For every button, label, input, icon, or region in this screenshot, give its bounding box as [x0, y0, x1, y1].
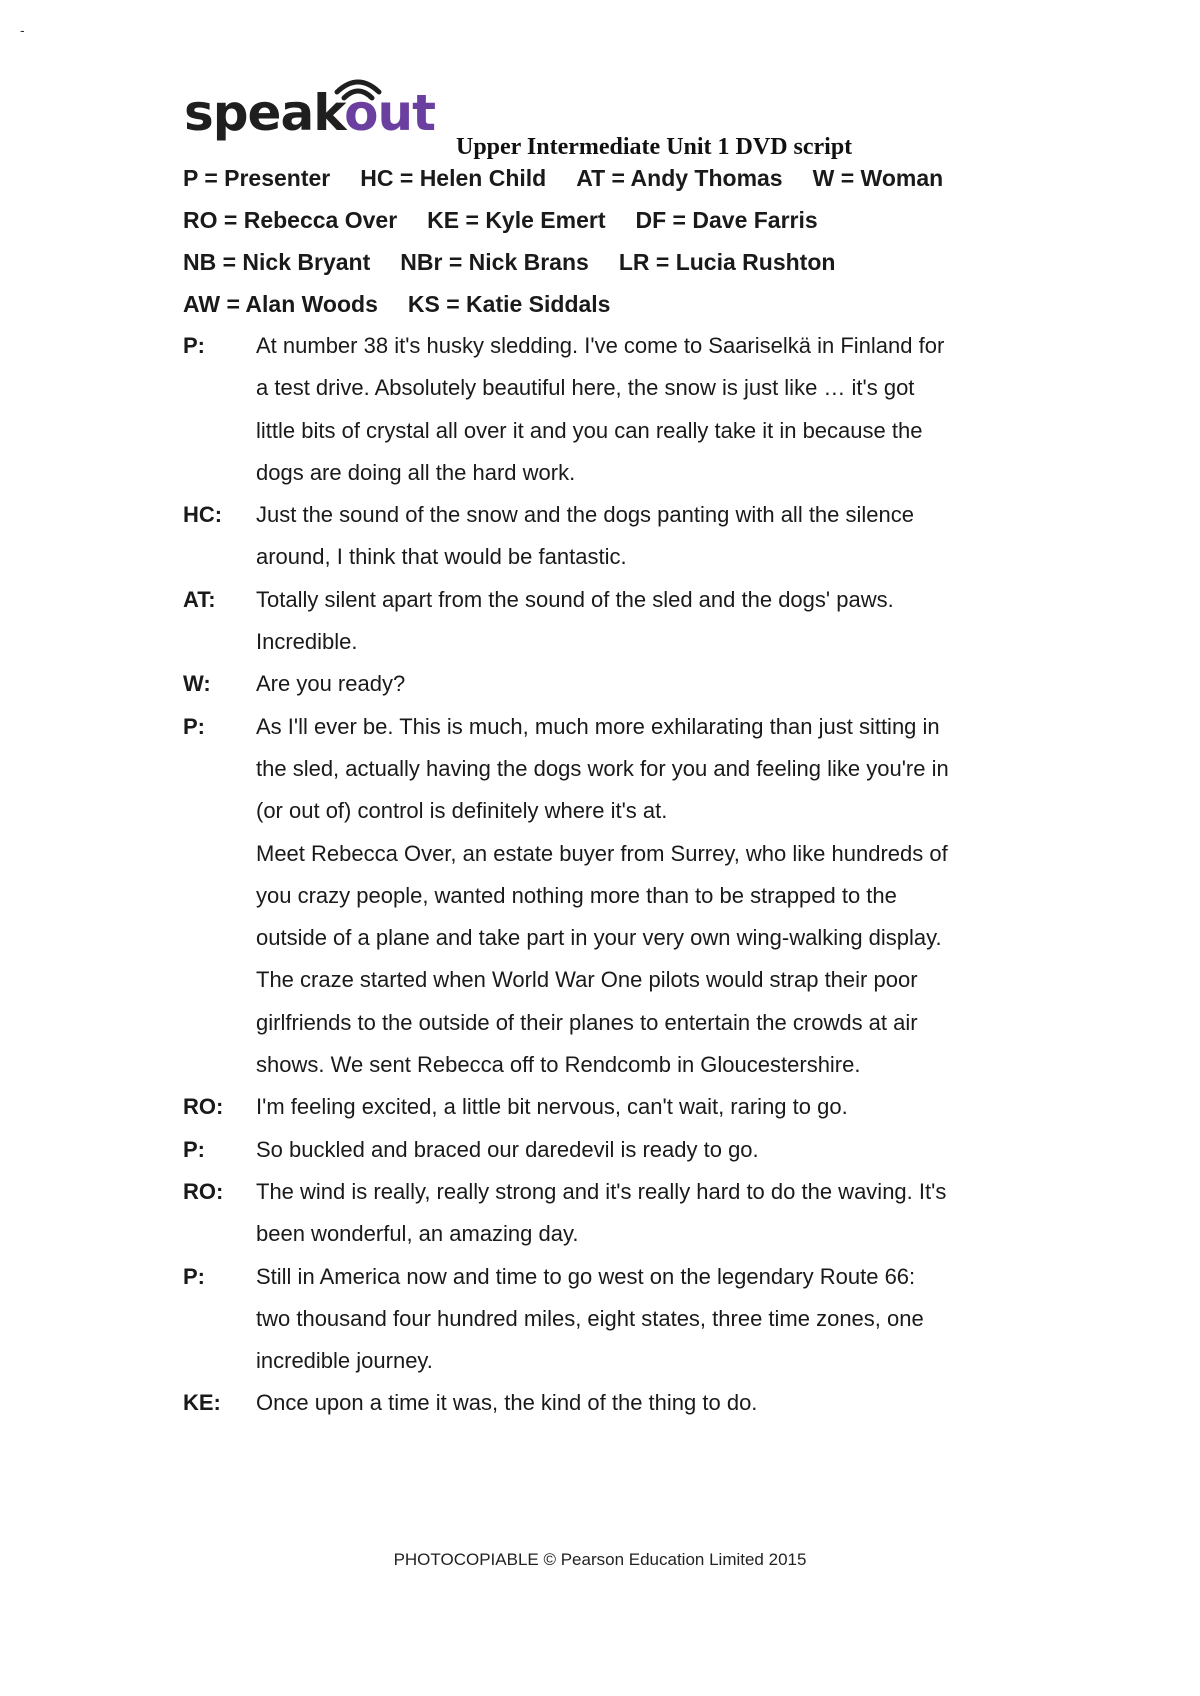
script-turn: [183, 706, 1043, 1087]
script-turn: [183, 1256, 1043, 1383]
legend-row: [183, 241, 1043, 283]
speech-line: Once upon a time it was, the kind of the thing to do.: [256, 1390, 758, 1416]
speech-line: (or out of) control is definitely where it's at.: [256, 798, 668, 824]
corner-mark: -: [20, 22, 25, 38]
speech-line: The wind is really, really strong and it's really hard to do the waving. It's: [256, 1178, 947, 1204]
speech-text: [256, 663, 1043, 705]
speaker-label: AT:: [183, 586, 216, 612]
speech-line: two thousand four hundred miles, eight states, three time zones, one: [256, 1305, 924, 1331]
speech-line: Incredible.: [256, 629, 358, 655]
speaker-label: W:: [183, 671, 211, 697]
legend-item: AW = Alan Woods: [183, 291, 378, 317]
dvd-script: [183, 325, 1043, 1425]
speaker-label: P:: [183, 1136, 205, 1162]
speaker-label: HC:: [183, 502, 223, 528]
legend-item: NBr = Nick Brans: [400, 249, 589, 275]
legend-item: NB = Nick Bryant: [183, 249, 371, 275]
legend-row: [183, 199, 1043, 241]
legend-item: HC = Helen Child: [360, 165, 547, 191]
speech-line: dogs are doing all the hard work.: [256, 459, 576, 485]
svg-text:speakout: [184, 84, 435, 142]
speech-line: The craze started when World War One pilots would strap their poor: [256, 967, 918, 993]
speech-text: [256, 494, 1043, 579]
script-turn: [183, 663, 1043, 705]
script-turn: [183, 1086, 1043, 1128]
speech-text: [256, 1256, 1043, 1383]
speech-line: the sled, actually having the dogs work for you and feeling like you're in: [256, 755, 949, 781]
speech-line: Meet Rebecca Over, an estate buyer from Surrey, who like hundreds of: [256, 840, 948, 866]
logo-text-speak: speak: [184, 84, 345, 142]
speech-line: Still in America now and time to go west on the legendary Route 66:: [256, 1263, 916, 1289]
speech-line: I'm feeling excited, a little bit nervous, can't wait, raring to go.: [256, 1094, 848, 1120]
copyright-footer: PHOTOCOPIABLE © Pearson Education Limited 2015: [393, 1550, 807, 1569]
speech-text: [256, 1382, 1043, 1424]
speech-text: [256, 1129, 1043, 1171]
script-turn: [183, 325, 1043, 494]
document-title: Upper Intermediate Unit 1 DVD script: [456, 134, 853, 160]
speech-line: Just the sound of the snow and the dogs panting with all the silence: [256, 502, 914, 528]
speaker-label: P:: [183, 333, 205, 358]
speech-line: As I'll ever be. This is much, much more exhilarating than just sitting in: [256, 713, 940, 739]
script-turn: [183, 579, 1043, 664]
speech-line: Totally silent apart from the sound of the sled and the dogs' paws.: [256, 586, 894, 612]
legend-item: KS = Katie Siddals: [407, 291, 611, 317]
speaker-legend: [183, 157, 1043, 325]
legend-item: LR = Lucia Rushton: [618, 249, 836, 275]
speech-text: [256, 1171, 1043, 1256]
speakout-logo: [184, 72, 444, 152]
speech-line: girlfriends to the outside of their planes to entertain the crowds at air: [256, 1009, 918, 1035]
script-turn: [183, 1382, 1043, 1424]
speaker-label: P:: [183, 1263, 205, 1289]
speech-line: incredible journey.: [256, 1348, 433, 1374]
legend-item: DF = Dave Farris: [635, 207, 818, 233]
script-turn: [183, 1129, 1043, 1171]
speaker-label: RO:: [183, 1094, 224, 1120]
legend-row: [183, 157, 1043, 199]
script-turn: [183, 494, 1043, 579]
speech-text: [256, 325, 1043, 494]
speech-line: outside of a plane and take part in your very own wing-walking display.: [256, 925, 942, 951]
legend-item: P = Presenter: [183, 165, 331, 191]
legend-item: W = Woman: [812, 165, 944, 191]
speech-text: [256, 579, 1043, 664]
legend-item: KE = Kyle Emert: [427, 207, 606, 233]
speech-line: around, I think that would be fantastic.: [256, 544, 627, 570]
logo-text-out: out: [344, 84, 435, 142]
legend-item: RO = Rebecca Over: [183, 207, 398, 233]
speaker-label: P:: [183, 713, 205, 739]
speech-text: [256, 1086, 1043, 1128]
speech-line: been wonderful, an amazing day.: [256, 1221, 579, 1247]
speech-text: [256, 706, 1043, 1087]
speech-line: a test drive. Absolutely beautiful here, the snow is just like … it's got: [256, 375, 915, 401]
speech-line: shows. We sent Rebecca off to Rendcomb in Gloucestershire.: [256, 1052, 861, 1078]
speech-line: At number 38 it's husky sledding. I've come to Saariselkä in Finland for: [256, 333, 945, 358]
legend-item: AT = Andy Thomas: [576, 165, 783, 191]
speech-line: Are you ready?: [256, 671, 406, 697]
speaker-label: RO:: [183, 1178, 224, 1204]
speech-line: little bits of crystal all over it and you can really take it in because the: [256, 417, 923, 443]
legend-row: [183, 283, 1043, 325]
speech-line: you crazy people, wanted nothing more than to be strapped to the: [256, 882, 897, 908]
script-turn: [183, 1171, 1043, 1256]
speaker-label: KE:: [183, 1390, 221, 1416]
speech-line: So buckled and braced our daredevil is ready to go.: [256, 1136, 759, 1162]
